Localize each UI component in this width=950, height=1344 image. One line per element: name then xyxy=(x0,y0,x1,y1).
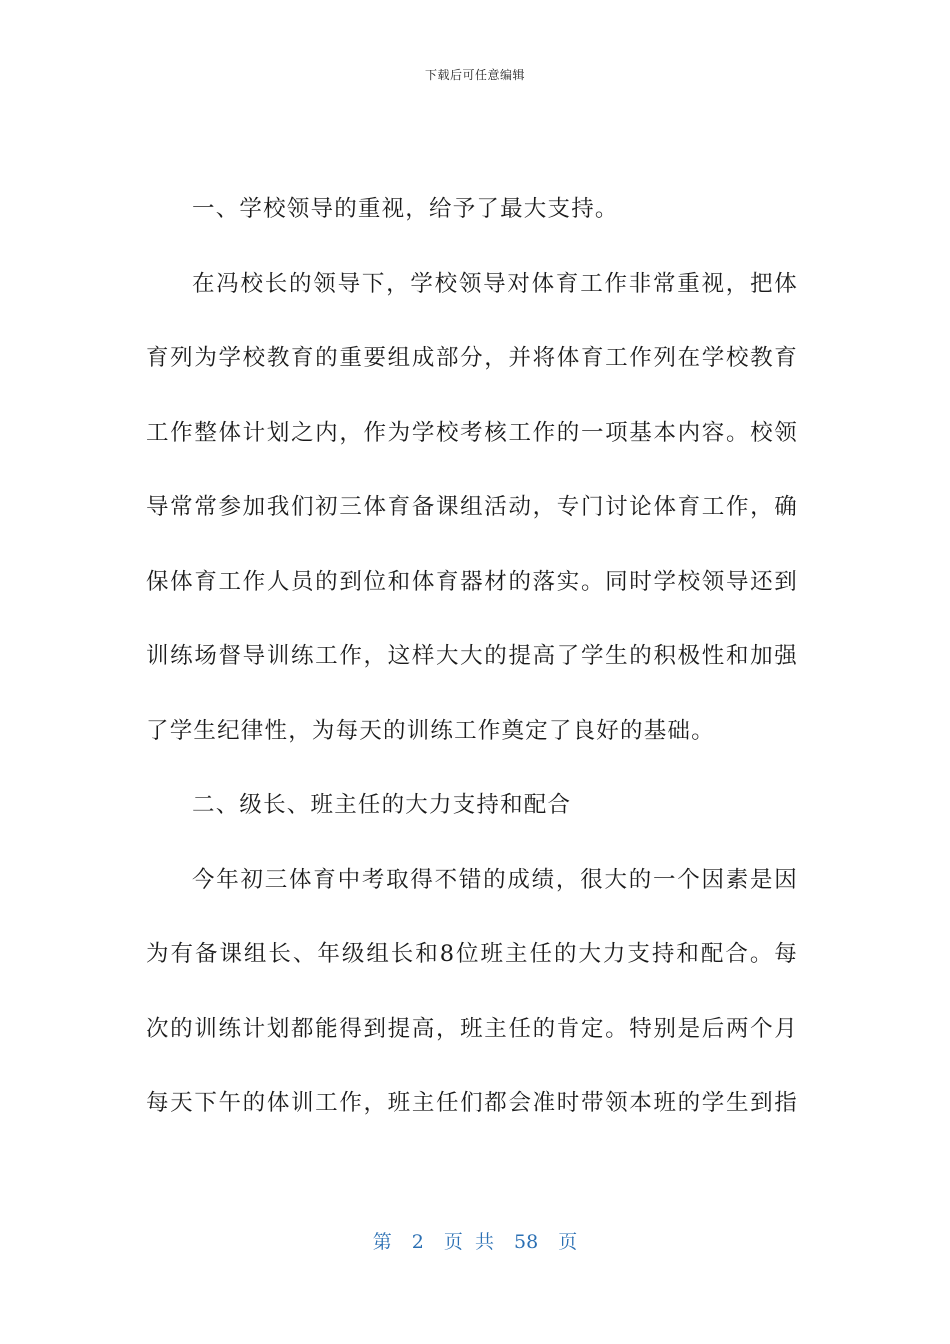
document-body xyxy=(146,198,798,1167)
text-line: 导常常参加我们初三体育备课组活动，专门讨论体育工作，确 xyxy=(146,494,798,520)
text-line: 在冯校长的领导下，学校领导对体育工作非常重视，把体 xyxy=(192,270,798,297)
page-footer xyxy=(0,1227,950,1254)
footer-prefix: 第 xyxy=(372,1231,392,1253)
header-note: 下载后可任意编辑 xyxy=(424,68,525,82)
text-line: 为有备课组长、年级组长和8位班主任的大力支持和配合。每 xyxy=(146,941,798,967)
text-line: 了学生纪律性，为每天的训练工作奠定了良好的基础。 xyxy=(146,717,715,744)
page-total: 58 xyxy=(514,1231,539,1253)
text-line: 工作整体计划之内，作为学校考核工作的一项基本内容。校领 xyxy=(146,419,798,446)
heading-2: 二、级长、班主任的大力支持和配合 xyxy=(192,792,572,818)
text-line: 保体育工作人员的到位和体育器材的落实。同时学校领导还到 xyxy=(146,568,798,595)
text-line: 次的训练计划都能得到提高，班主任的肯定。特别是后两个月 xyxy=(146,1015,798,1042)
text-line: 育列为学校教育的重要组成部分，并将体育工作列在学校教育 xyxy=(146,345,798,371)
footer-suffix: 页 xyxy=(558,1231,578,1253)
text-line: 训练场督导训练工作，这样大大的提高了学生的积极性和加强 xyxy=(146,643,798,669)
footer-middle: 页 共 xyxy=(443,1231,494,1253)
page-number: 2 xyxy=(411,1231,424,1253)
text-line: 每天下午的体训工作，班主任们都会准时带领本班的学生到指 xyxy=(146,1090,798,1116)
heading-1: 一、学校领导的重视，给予了最大支持。 xyxy=(192,196,619,222)
text-line: 今年初三体育中考取得不错的成绩，很大的一个因素是因 xyxy=(192,866,798,893)
